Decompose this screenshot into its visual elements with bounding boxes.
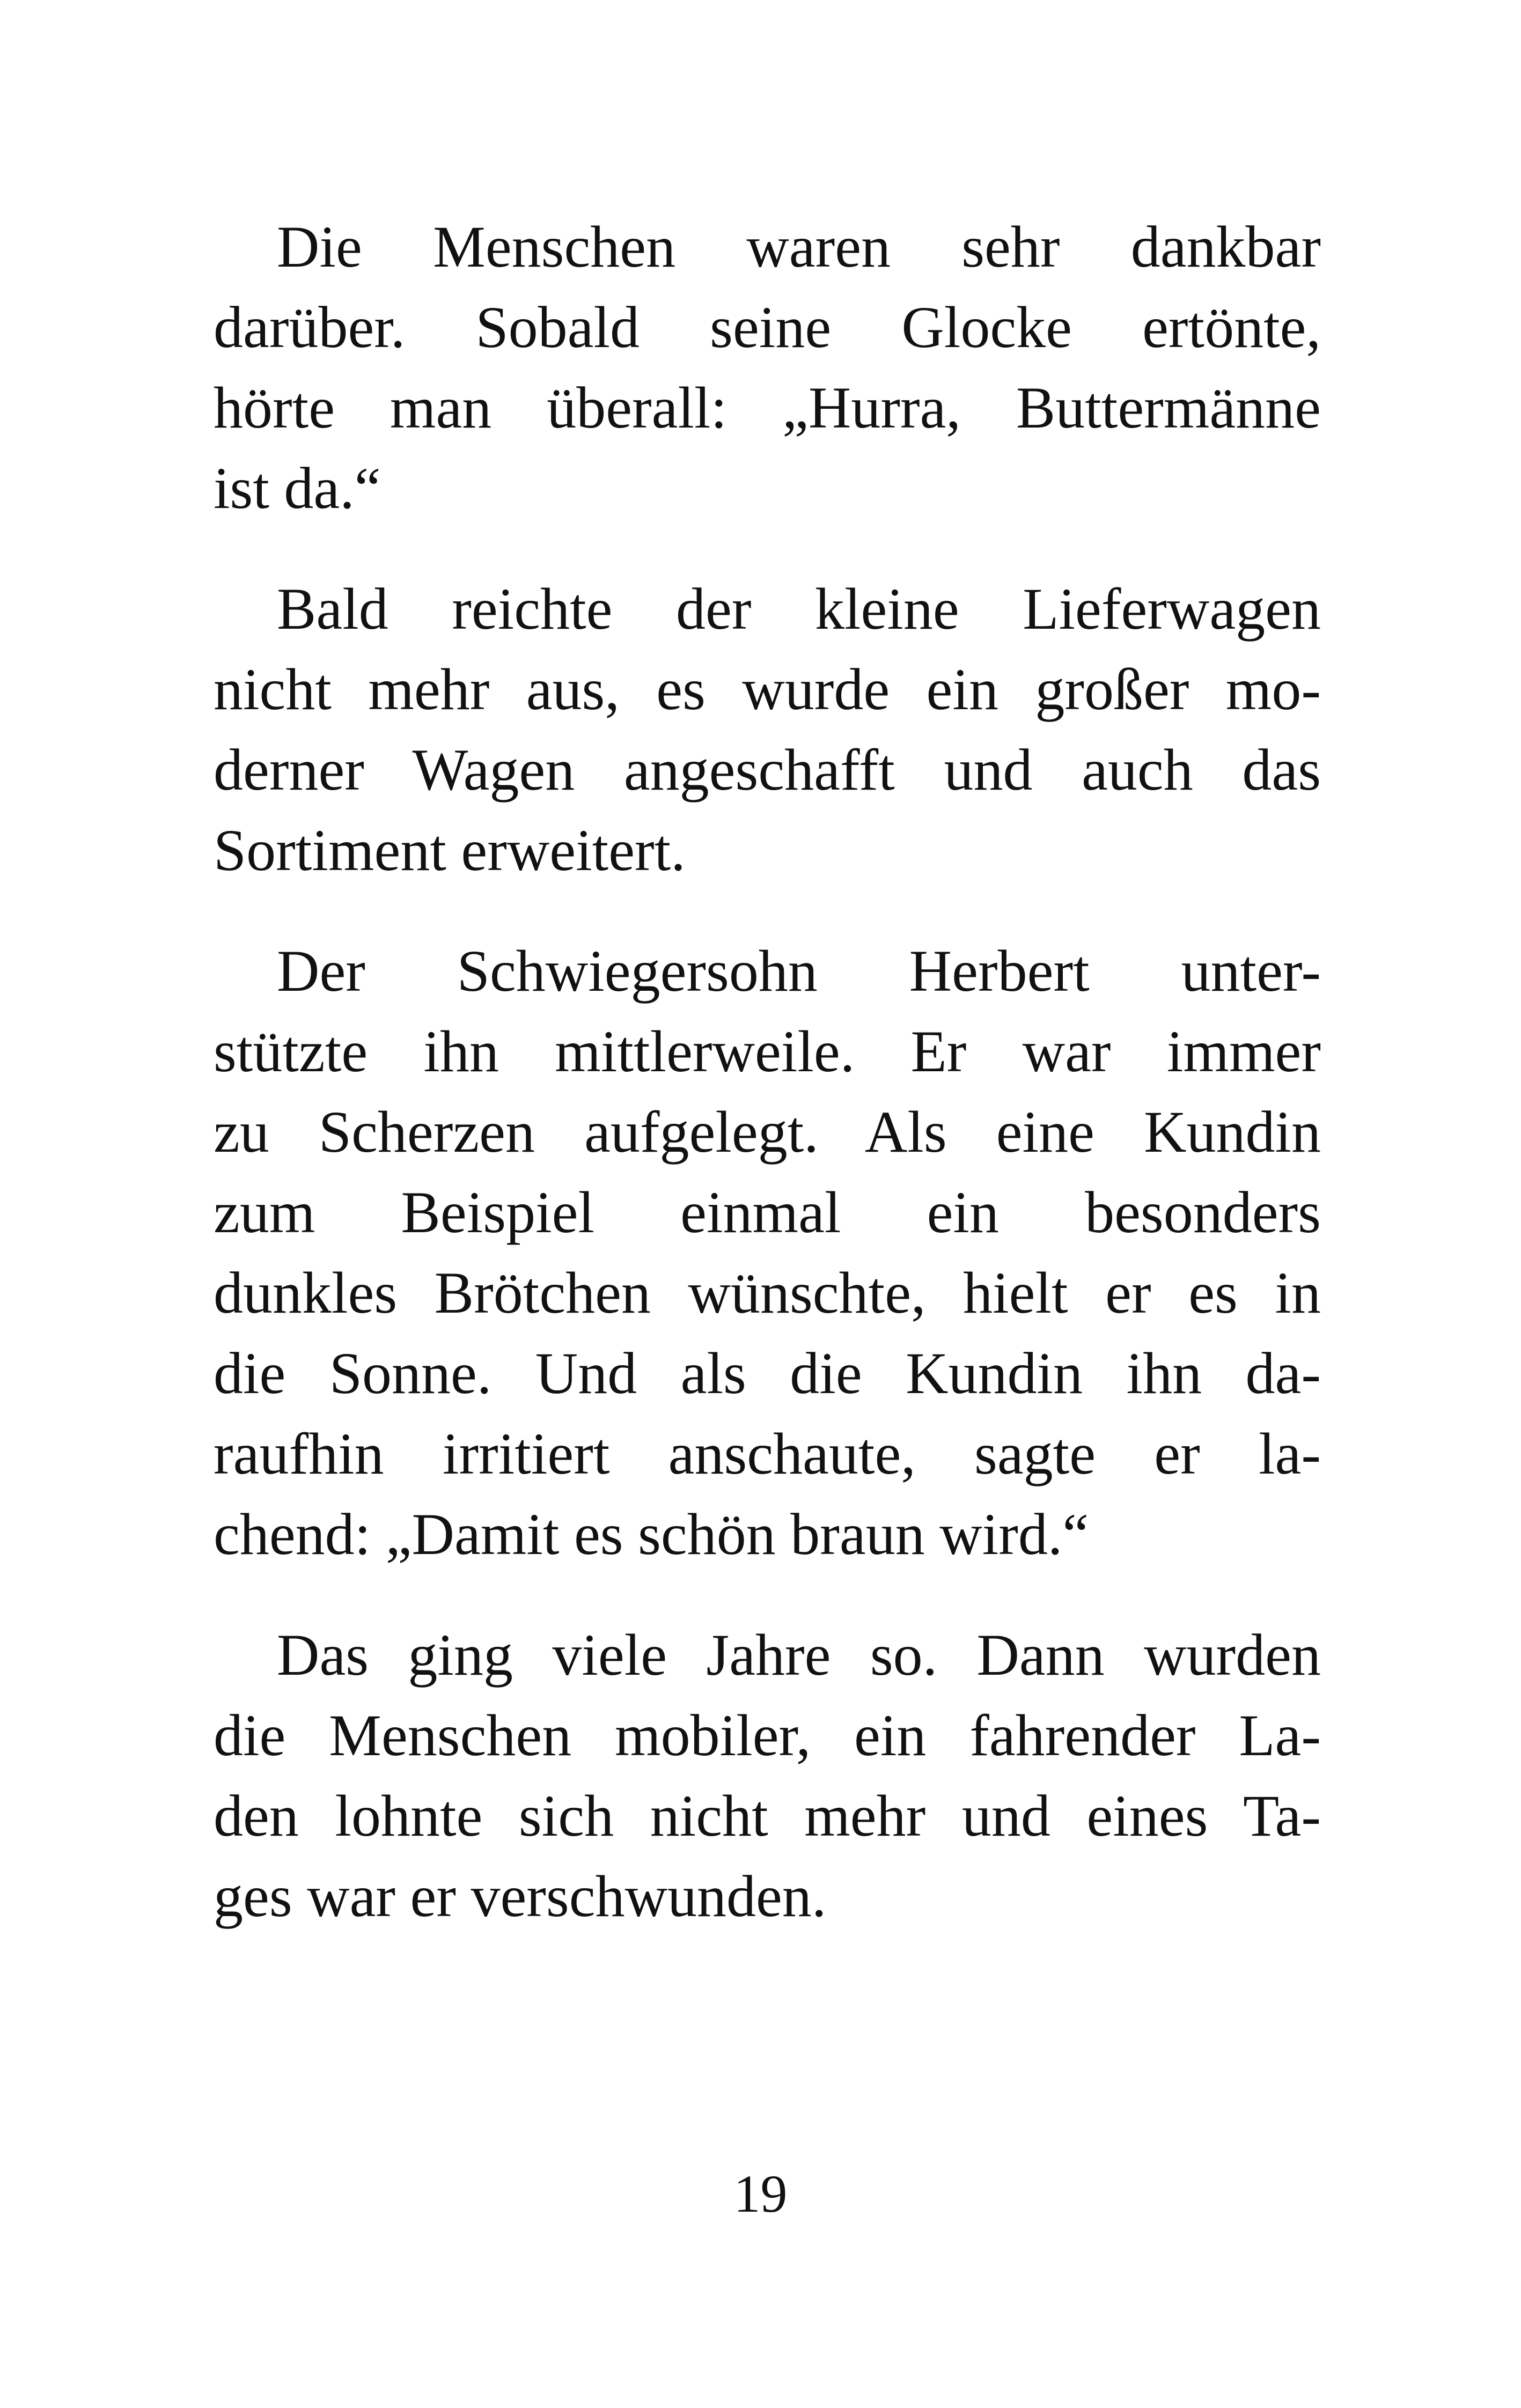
text-line: derner Wagen angeschafft und auch das: [214, 737, 1321, 802]
text-line: zu Scherzen aufgelegt. Als eine Kundin: [214, 1099, 1321, 1165]
text-line: hörte man überall: „Hurra, Buttermänne: [214, 375, 1321, 440]
text-line: chend: „Damit es schön braun wird.“: [214, 1501, 1089, 1567]
paragraph: [214, 931, 1321, 1574]
page-number: 19: [733, 2164, 788, 2223]
text-line: dunkles Brötchen wünschte, hielt er es in: [214, 1260, 1321, 1325]
text-line: darüber. Sobald seine Glocke ertönte,: [214, 294, 1321, 360]
text-line: Bald reichte der kleine Lieferwagen: [277, 576, 1321, 642]
text-line: zum Beispiel einmal ein besonders: [214, 1180, 1321, 1245]
text-line: den lohnte sich nicht mehr und eines Ta-: [214, 1783, 1321, 1849]
paragraph: [214, 569, 1321, 890]
text-line: stützte ihn mittlerweile. Er war immer: [214, 1019, 1321, 1084]
text-line: ist da.“: [214, 455, 381, 521]
text-line: nicht mehr aus, es wurde ein großer mo-: [214, 657, 1321, 722]
paragraph-spacer: [214, 890, 1321, 931]
text-line: Das ging viele Jahre so. Dann wurden: [277, 1622, 1321, 1688]
paragraph: [214, 207, 1321, 528]
paragraph-spacer: [214, 528, 1321, 569]
body-text: [214, 207, 1321, 1936]
text-line: Die Menschen waren sehr dankbar: [277, 214, 1321, 279]
text-line: raufhin irritiert anschaute, sagte er la-: [214, 1421, 1321, 1486]
paragraph: [214, 1615, 1321, 1936]
text-line: die Menschen mobiler, ein fahrender La-: [214, 1703, 1321, 1768]
text-line: Sortiment erweitert.: [214, 818, 686, 883]
text-line: Der Schwiegersohn Herbert unter-: [277, 938, 1321, 1004]
text-line: ges war er verschwunden.: [214, 1864, 827, 1929]
text-line: die Sonne. Und als die Kundin ihn da-: [214, 1341, 1321, 1406]
paragraph-spacer: [214, 1574, 1321, 1615]
